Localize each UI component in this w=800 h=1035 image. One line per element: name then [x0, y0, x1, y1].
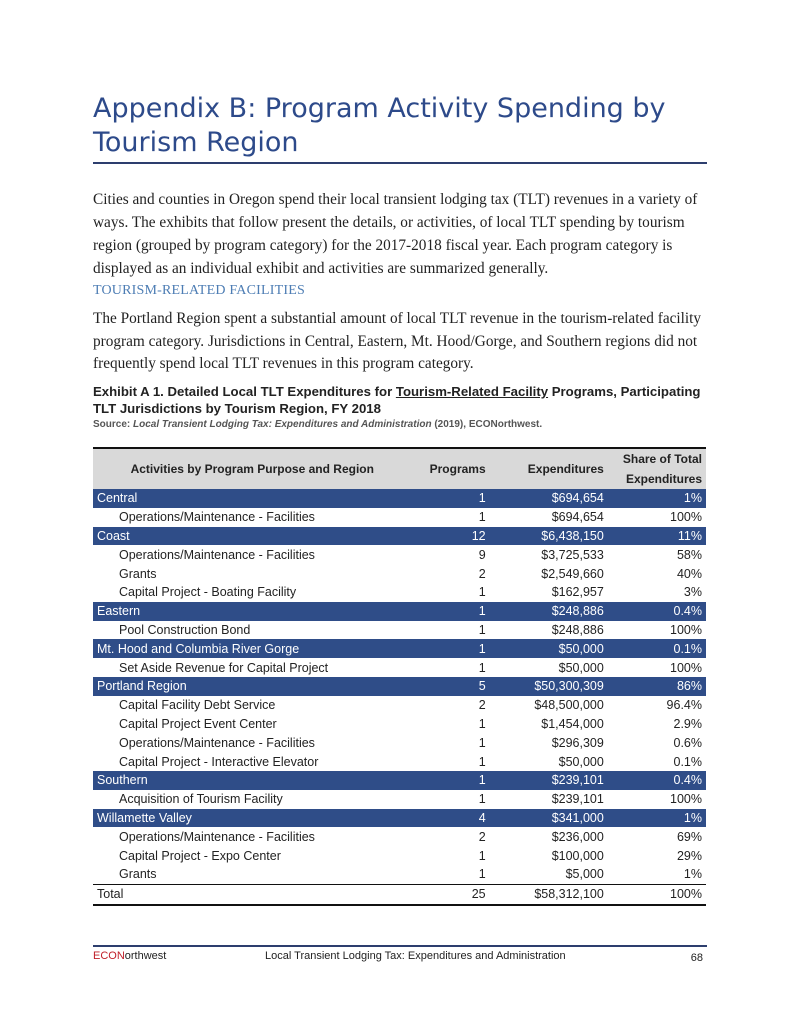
title-divider: [93, 162, 707, 164]
region-row: [93, 677, 706, 696]
programs-cell: 1: [478, 716, 486, 731]
programs-cell: 1: [478, 585, 486, 600]
table-row: [93, 752, 706, 771]
table-row: [93, 865, 706, 884]
table-row: [93, 508, 706, 527]
exhibit-title: [93, 383, 708, 417]
expenditures-cell: $236,000: [551, 829, 604, 844]
page-title: Appendix B: Program Activity Spending by Tourism Region: [93, 93, 666, 158]
share-cell: 96.4%: [666, 698, 702, 713]
expenditures-cell: $341,000: [490, 809, 608, 828]
table-row: [93, 715, 706, 734]
expenditures-cell: $5,000: [565, 867, 604, 882]
header-share: Share of Total Expenditures: [608, 448, 706, 489]
share-cell: 0.1%: [608, 639, 706, 658]
programs-cell: 1: [478, 848, 486, 863]
activity-cell: Willamette Valley: [93, 809, 412, 828]
expenditures-cell: $239,101: [551, 792, 604, 807]
activity-cell: Total: [93, 884, 412, 904]
expenditures-cell: $694,654: [490, 489, 608, 508]
source-rest: (2019), ECONorthwest.: [431, 419, 543, 430]
intro-paragraph: Cities and counties in Oregon spend their local transient lodging tax (TLT) revenues in a variety of ways. The exhibits that follow present the details, or activities, of local TLT spending by tourism region (grouped by program category) for the 2017-2018 fiscal year. Each program category is displayed as an individual exhibit and activities are summarized generally.: [93, 191, 698, 277]
activity-cell: Operations/Maintenance - Facilities: [119, 510, 315, 525]
activity-cell: Eastern: [93, 602, 412, 621]
programs-cell: 1: [412, 602, 490, 621]
programs-cell: 2: [478, 698, 486, 713]
expenditures-cell: $50,300,309: [490, 677, 608, 696]
table-row: [93, 827, 706, 846]
share-cell: 1%: [608, 809, 706, 828]
region-row: [93, 489, 706, 508]
activity-cell: Pool Construction Bond: [119, 622, 251, 637]
share-cell: 0.4%: [608, 602, 706, 621]
activity-cell: Capital Facility Debt Service: [119, 698, 276, 713]
share-cell: 1%: [683, 867, 702, 882]
section-paragraph: The Portland Region spent a substantial amount of local TLT revenue in the tourism-related facility program category. Jurisdictions in Central, Eastern, Mt. Hood/Gorge, and Southern regions did not frequently spend local TLT revenues in this program category.: [93, 310, 702, 372]
share-cell: 100%: [670, 792, 702, 807]
exhibit-suffix: Programs, Participating TLT Jurisdictions by Tourism Region, FY 2018: [93, 384, 701, 416]
activity-cell: Capital Project Event Center: [119, 716, 277, 731]
table-row: [93, 621, 706, 640]
table-row: [93, 564, 706, 583]
expenditures-cell: $6,438,150: [490, 527, 608, 546]
table-row: [93, 658, 706, 677]
expenditures-cell: $239,101: [490, 771, 608, 790]
programs-cell: 1: [478, 735, 486, 750]
expenditures-cell: $296,309: [551, 735, 604, 750]
programs-cell: 2: [478, 566, 486, 581]
footer-divider: [93, 945, 707, 947]
exhibit-category: Tourism-Related Facility: [395, 384, 549, 399]
programs-cell: 1: [412, 771, 490, 790]
source-title: Local Transient Lodging Tax: Expenditures and Administration: [133, 419, 432, 430]
expenditures-cell: $48,500,000: [534, 698, 604, 713]
header-programs: Programs: [412, 448, 490, 489]
activity-cell: Operations/Maintenance - Facilities: [119, 735, 315, 750]
expenditures-cell: $694,654: [551, 510, 604, 525]
share-cell: 69%: [676, 829, 702, 844]
page-number: 68: [690, 952, 703, 964]
share-cell: 2.9%: [673, 716, 702, 731]
total-row: [93, 884, 706, 904]
exhibit-prefix: Exhibit A 1. Detailed Local TLT Expenditures for: [93, 384, 396, 399]
programs-cell: 5: [412, 677, 490, 696]
activity-cell: Southern: [93, 771, 412, 790]
activity-cell: Set Aside Revenue for Capital Project: [119, 660, 329, 675]
region-row: [93, 602, 706, 621]
expenditures-cell: $162,957: [551, 585, 604, 600]
activity-cell: Operations/Maintenance - Facilities: [119, 829, 315, 844]
activity-cell: Grants: [119, 566, 157, 581]
table-row: [93, 846, 706, 865]
share-cell: 3%: [683, 585, 702, 600]
region-row: [93, 527, 706, 546]
expenditures-cell: $100,000: [551, 848, 604, 863]
expenditures-cell: $1,454,000: [541, 716, 604, 731]
table-row: [93, 583, 706, 602]
activity-cell: Mt. Hood and Columbia River Gorge: [93, 639, 412, 658]
programs-cell: 1: [478, 510, 486, 525]
region-row: [93, 771, 706, 790]
programs-cell: 9: [478, 547, 486, 562]
exhibit-source: [93, 419, 542, 430]
programs-cell: 1: [478, 754, 486, 769]
share-cell: 86%: [608, 677, 706, 696]
footer-brand: [93, 950, 166, 962]
brand-rest: orthwest: [124, 950, 167, 962]
footer-title: Local Transient Lodging Tax: Expenditures and Administration: [265, 950, 566, 962]
activity-cell: Operations/Maintenance - Facilities: [119, 547, 315, 562]
table-row: [93, 545, 706, 564]
programs-cell: 12: [412, 527, 490, 546]
activity-cell: Capital Project - Interactive Elevator: [119, 754, 319, 769]
share-cell: 0.4%: [608, 771, 706, 790]
region-row: [93, 639, 706, 658]
programs-cell: 25: [412, 884, 490, 904]
activity-cell: Coast: [93, 527, 412, 546]
activity-cell: Central: [93, 489, 412, 508]
table-header: [93, 448, 706, 489]
programs-cell: 1: [412, 489, 490, 508]
programs-cell: 1: [478, 792, 486, 807]
share-cell: 11%: [608, 527, 706, 546]
programs-cell: 1: [478, 867, 486, 882]
expenditures-cell: $50,000: [558, 660, 604, 675]
activity-cell: Capital Project - Boating Facility: [119, 585, 297, 600]
source-label: Source:: [93, 419, 134, 430]
share-cell: 29%: [676, 848, 702, 863]
table-row: [93, 696, 706, 715]
table-row: [93, 733, 706, 752]
region-row: [93, 809, 706, 828]
expenditures-cell: $2,549,660: [541, 566, 604, 581]
activity-cell: Acquisition of Tourism Facility: [119, 792, 283, 807]
programs-cell: 1: [478, 622, 486, 637]
header-expenditures: Expenditures: [490, 448, 608, 489]
programs-cell: 1: [478, 660, 486, 675]
expenditures-cell: $50,000: [558, 754, 604, 769]
share-cell: 100%: [670, 660, 702, 675]
share-cell: 100%: [670, 510, 702, 525]
activity-cell: Grants: [119, 867, 157, 882]
expenditures-table: [93, 447, 706, 906]
share-cell: 0.6%: [673, 735, 702, 750]
share-cell: 0.1%: [673, 754, 702, 769]
share-cell: 40%: [676, 566, 702, 581]
programs-cell: 2: [478, 829, 486, 844]
expenditures-cell: $50,000: [490, 639, 608, 658]
programs-cell: 4: [412, 809, 490, 828]
header-activities: Activities by Program Purpose and Region: [93, 448, 412, 489]
brand-red: ECON: [93, 950, 125, 962]
expenditures-cell: $248,886: [490, 602, 608, 621]
section-heading: TOURISM-RELATED FACILITIES: [93, 283, 305, 298]
programs-cell: 1: [412, 639, 490, 658]
expenditures-cell: $248,886: [551, 622, 604, 637]
share-cell: 100%: [670, 622, 702, 637]
share-cell: 1%: [608, 489, 706, 508]
activity-cell: Capital Project - Expo Center: [119, 848, 281, 863]
share-cell: 100%: [608, 884, 706, 904]
expenditures-cell: $58,312,100: [490, 884, 608, 904]
expenditures-cell: $3,725,533: [541, 547, 604, 562]
activity-cell: Portland Region: [93, 677, 412, 696]
table-row: [93, 790, 706, 809]
share-cell: 58%: [676, 547, 702, 562]
